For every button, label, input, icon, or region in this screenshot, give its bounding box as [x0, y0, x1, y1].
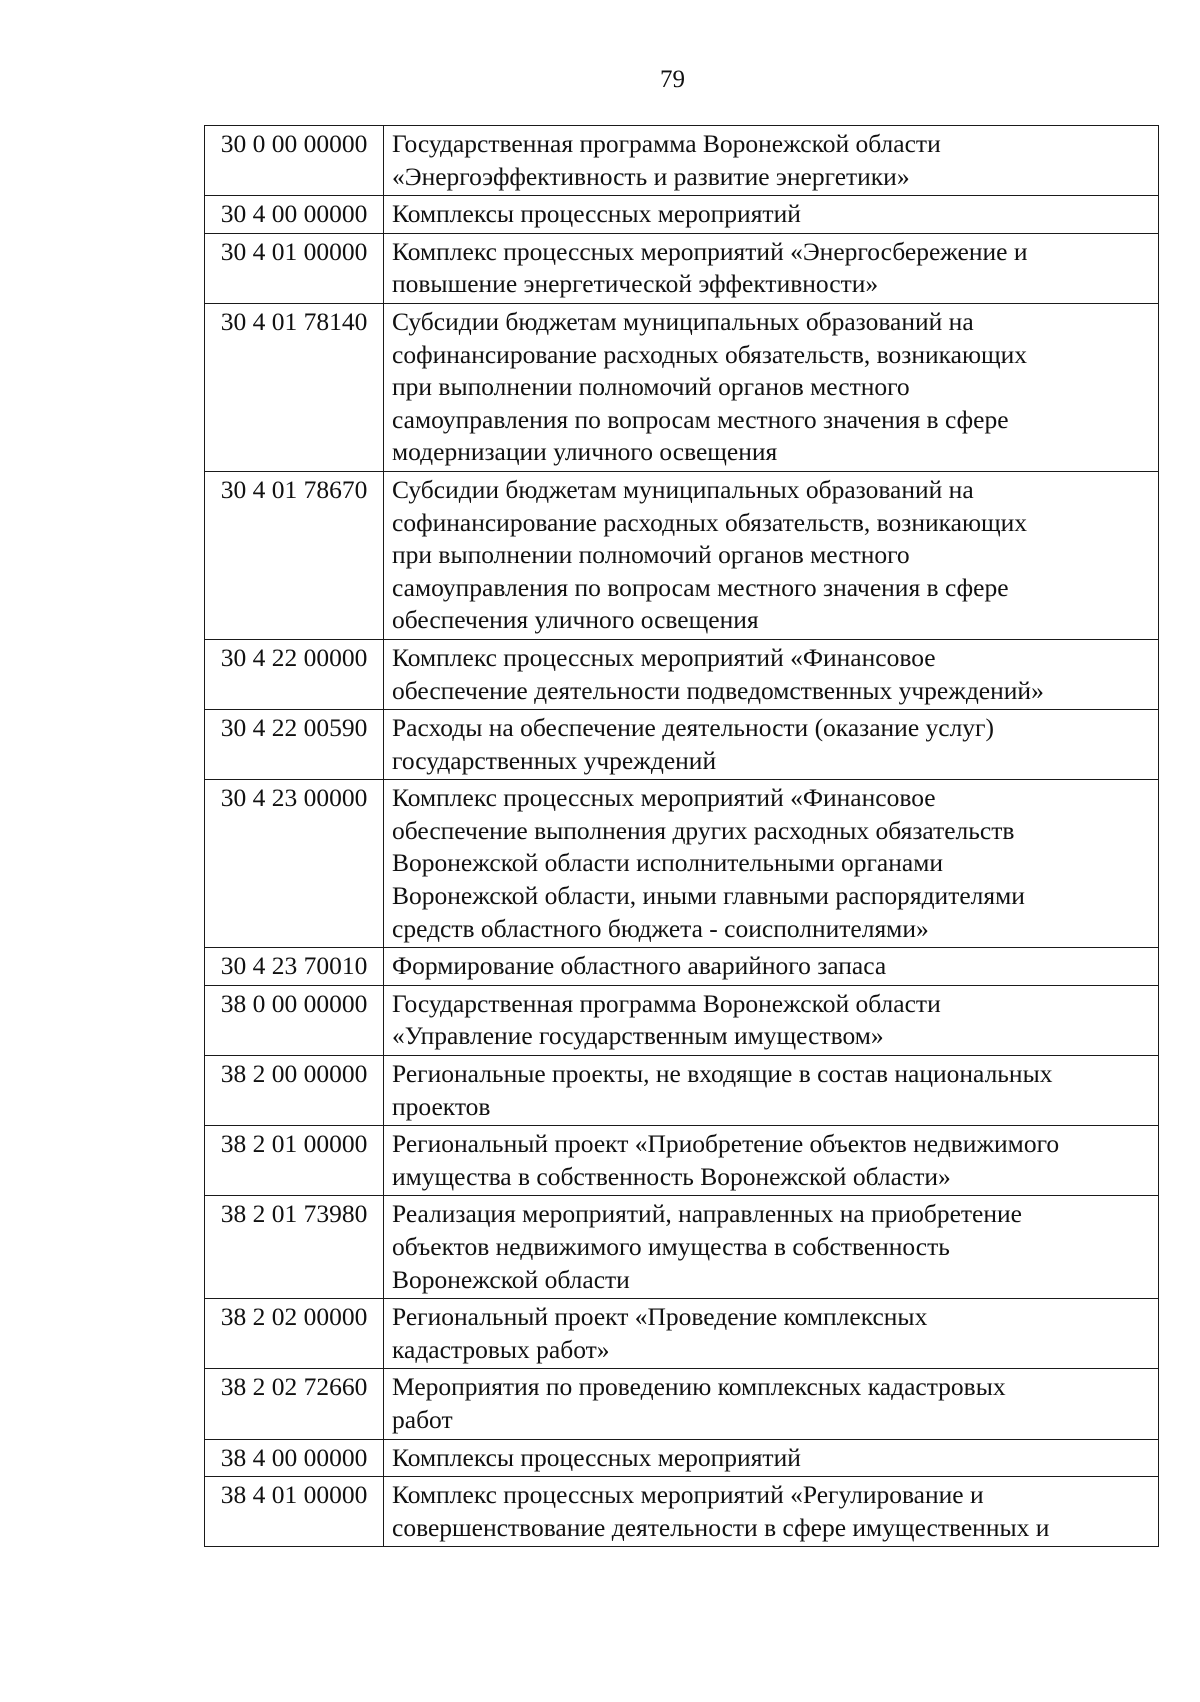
expense-name-line: при выполнении полномочий органов местного — [392, 540, 910, 570]
classification-code-cell: 30 4 23 70010 — [205, 948, 384, 986]
table-row — [205, 1439, 1159, 1477]
expense-name-cell — [384, 1299, 1159, 1369]
expense-name-cell — [384, 126, 1159, 196]
expense-name-cell — [384, 780, 1159, 948]
expense-name-cell — [384, 1477, 1159, 1547]
expense-name-line: обеспечения уличного освещения — [392, 605, 759, 635]
classification-code-cell: 38 4 01 00000 — [205, 1477, 384, 1547]
table-row — [205, 1196, 1159, 1299]
table-row — [205, 126, 1159, 196]
expense-name-line: Воронежской области, иными главными распорядителями — [392, 881, 1025, 911]
expense-name-line: Государственная программа Воронежской области — [392, 129, 941, 158]
expense-name-line: Комплекс процессных мероприятий «Финансовое — [392, 783, 936, 813]
expense-name-line: Региональный проект «Проведение комплексных — [392, 1302, 928, 1332]
expense-name-line: Субсидии бюджетам муниципальных образований на — [392, 306, 974, 336]
expense-name-line: Расходы на обеспечение деятельности (оказание услуг) — [392, 713, 995, 743]
expense-name-cell — [384, 1056, 1159, 1126]
classification-code-cell: 30 4 01 78670 — [205, 471, 384, 639]
expense-name-line: совершенствование деятельности в сфере имущественных и — [392, 1512, 1050, 1542]
expense-name-line: Комплекс процессных мероприятий «Регулирование и — [392, 1480, 984, 1510]
expense-name-line: Воронежской области — [392, 1264, 630, 1294]
expense-name-cell — [384, 1439, 1159, 1477]
expense-name-line: самоуправления по вопросам местного значения в сфере — [392, 404, 1009, 434]
classification-code-cell: 30 4 01 78140 — [205, 303, 384, 471]
expense-name-line: проектов — [392, 1091, 491, 1121]
expense-name-line: Региональный проект «Приобретение объектов недвижимого — [392, 1129, 1060, 1159]
table-row — [205, 233, 1159, 303]
expense-name-cell — [384, 710, 1159, 780]
table-row — [205, 303, 1159, 471]
classification-code-cell: 38 2 02 72660 — [205, 1369, 384, 1439]
expense-name-cell — [384, 639, 1159, 709]
expense-name-line: Комплекс процессных мероприятий «Энергосбережение и — [392, 236, 1028, 266]
expense-name-line: «Управление государственным имуществом» — [392, 1021, 884, 1051]
table-row — [205, 780, 1159, 948]
classification-code-cell: 38 2 02 00000 — [205, 1299, 384, 1369]
expense-name-line: Воронежской области исполнительными органами — [392, 848, 944, 878]
classification-code-cell: 38 2 00 00000 — [205, 1056, 384, 1126]
expense-name-cell — [384, 1126, 1159, 1196]
expense-name-line: средств областного бюджета - соисполнителями» — [392, 913, 929, 943]
classification-code-cell: 38 4 00 00000 — [205, 1439, 384, 1477]
expense-name-cell — [384, 948, 1159, 986]
table-row — [205, 710, 1159, 780]
classification-code-cell: 38 0 00 00000 — [205, 985, 384, 1055]
table-row — [205, 1299, 1159, 1369]
expense-name-line: Реализация мероприятий, направленных на приобретение — [392, 1199, 1022, 1229]
expense-name-line: работ — [392, 1404, 453, 1434]
expense-name-line: софинансирование расходных обязательств, возникающих — [392, 339, 1028, 369]
table-row — [205, 196, 1159, 234]
expense-name-line: обеспечение деятельности подведомственных учреждений» — [392, 675, 1044, 705]
table-body — [205, 126, 1159, 1547]
table-row — [205, 1369, 1159, 1439]
table-row — [205, 948, 1159, 986]
expense-name-line: обеспечение выполнения других расходных обязательств — [392, 815, 1015, 845]
expense-name-line: Комплексы процессных мероприятий — [392, 1442, 801, 1472]
table-row — [205, 1126, 1159, 1196]
expense-name-line: при выполнении полномочий органов местного — [392, 372, 910, 402]
classification-code-cell: 30 4 22 00590 — [205, 710, 384, 780]
expense-name-line: Субсидии бюджетам муниципальных образований на — [392, 474, 974, 504]
expense-name-line: кадастровых работ» — [392, 1334, 610, 1364]
expense-name-cell — [384, 303, 1159, 471]
expense-name-line: Комплекс процессных мероприятий «Финансовое — [392, 642, 936, 672]
expense-name-line: Формирование областного аварийного запаса — [392, 951, 887, 981]
expense-name-cell — [384, 985, 1159, 1055]
expense-name-line: Государственная программа Воронежской области — [392, 988, 941, 1018]
expense-name-line: Мероприятия по проведению комплексных кадастровых — [392, 1372, 1006, 1402]
classification-code-cell: 30 4 00 00000 — [205, 196, 384, 234]
expense-name-line: государственных учреждений — [392, 745, 717, 775]
expense-name-line: модернизации уличного освещения — [392, 437, 778, 467]
expense-name-cell — [384, 196, 1159, 234]
expense-name-line: софинансирование расходных обязательств, возникающих — [392, 507, 1028, 537]
expense-name-line: Комплексы процессных мероприятий — [392, 199, 801, 229]
budget-codes-table — [204, 125, 1159, 1547]
expense-name-line: «Энергоэффективность и развитие энергетики» — [392, 161, 910, 191]
classification-code-cell: 30 4 22 00000 — [205, 639, 384, 709]
classification-code-cell: 30 4 23 00000 — [205, 780, 384, 948]
expense-name-cell — [384, 1369, 1159, 1439]
table-row — [205, 639, 1159, 709]
expense-name-cell — [384, 471, 1159, 639]
expense-name-line: Региональные проекты, не входящие в состав национальных — [392, 1059, 1053, 1089]
classification-code-cell: 38 2 01 00000 — [205, 1126, 384, 1196]
expense-name-line: повышение энергетической эффективности» — [392, 269, 879, 299]
table-row — [205, 1477, 1159, 1547]
expense-name-cell — [384, 1196, 1159, 1299]
expense-name-line: объектов недвижимого имущества в собственность — [392, 1232, 950, 1261]
page-number: 79 — [660, 66, 685, 93]
expense-name-line: самоуправления по вопросам местного значения в сфере — [392, 572, 1009, 602]
table-row — [205, 985, 1159, 1055]
expense-name-line: имущества в собственность Воронежской области» — [392, 1161, 951, 1191]
table-row — [205, 1056, 1159, 1126]
classification-code-cell: 38 2 01 73980 — [205, 1196, 384, 1299]
classification-code-cell: 30 4 01 00000 — [205, 233, 384, 303]
classification-code-cell: 30 0 00 00000 — [205, 126, 384, 196]
table-row — [205, 471, 1159, 639]
expense-name-cell — [384, 233, 1159, 303]
